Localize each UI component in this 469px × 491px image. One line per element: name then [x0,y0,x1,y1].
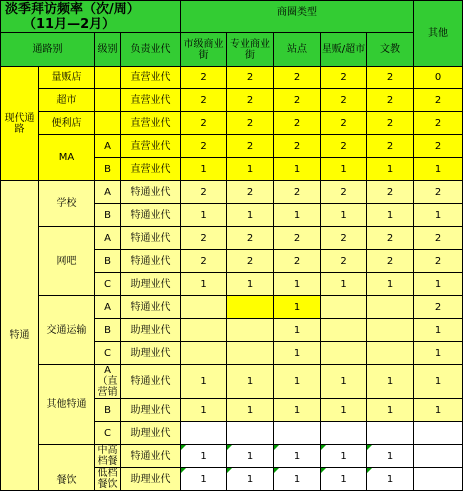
value-cell: 1 [181,468,227,491]
agent-cell: 助理业代 [121,468,181,491]
title-line-2: （11月—2月） [23,16,116,32]
value-cell: 1 [414,204,463,227]
agent-cell: 特通业代 [121,204,181,227]
value-cell: 2 [227,67,274,89]
level-cell: B [95,399,121,422]
value-cell: 1 [227,273,274,296]
agent-cell: 特通业代 [121,365,181,399]
agent-cell: 助理业代 [121,342,181,365]
value-cell: 2 [321,112,367,135]
value-cell: 2 [274,135,321,158]
sub-ma: MA [39,135,95,181]
agent-cell: 助理业代 [121,273,181,296]
header-pro-street: 专业商业街 [227,33,274,67]
agent-cell: 助理业代 [121,399,181,422]
agent-cell: 特通业代 [121,181,181,204]
value-cell: 1 [414,273,463,296]
level-cell: C [95,342,121,365]
value-cell: 2 [181,135,227,158]
value-cell [367,296,414,319]
value-cell: 2 [181,250,227,273]
value-cell: 1 [414,365,463,399]
level-cell: C [95,273,121,296]
value-cell: 1 [274,204,321,227]
value-cell: 1 [414,158,463,181]
level-cell: A [95,181,121,204]
value-cell: 2 [274,250,321,273]
value-cell: 1 [367,365,414,399]
value-cell: 1 [321,273,367,296]
value-cell: 1 [274,342,321,365]
value-cell: 1 [227,158,274,181]
value-cell: 2 [274,181,321,204]
level-cell: B [95,204,121,227]
value-cell: 2 [181,67,227,89]
agent-cell: 直营业代 [121,112,181,135]
value-cell: 2 [321,181,367,204]
table-title [1,1,181,33]
header-other: 其他 [414,1,463,67]
sub-school: 学校 [39,181,95,227]
level-cell [95,67,121,89]
level-cell: B [95,158,121,181]
agent-cell: 助理业代 [121,422,181,445]
level-cell [95,112,121,135]
value-cell [181,342,227,365]
value-cell: 1 [367,399,414,422]
value-cell: 1 [227,365,274,399]
value-cell: 2 [227,227,274,250]
agent-cell: 助理业代 [121,319,181,342]
header-city-street: 市级商业街 [181,33,227,67]
value-cell: 2 [367,67,414,89]
value-cell: 2 [414,181,463,204]
value-cell: 1 [321,158,367,181]
value-cell: 2 [321,89,367,112]
value-cell [227,342,274,365]
value-cell [227,319,274,342]
value-cell: 2 [367,181,414,204]
agent-cell: 特通业代 [121,250,181,273]
value-cell: 1 [414,399,463,422]
value-cell [414,468,463,491]
sub-internet-cafe: 网吧 [39,227,95,296]
value-cell [414,445,463,468]
value-cell: 2 [274,89,321,112]
level-cell [95,89,121,112]
value-cell: 2 [414,250,463,273]
value-cell: 2 [414,89,463,112]
value-cell: 2 [321,250,367,273]
value-cell: 2 [227,89,274,112]
value-cell-highlight: 1 [274,296,321,319]
value-cell: 2 [227,135,274,158]
value-cell [414,422,463,445]
value-cell: 2 [414,296,463,319]
value-cell [321,422,367,445]
value-cell: 1 [227,445,274,468]
header-culture: 文教 [367,33,414,67]
value-cell: 2 [321,67,367,89]
value-cell: 2 [274,112,321,135]
value-cell: 1 [227,468,274,491]
level-cell: A（直营销 [95,365,121,399]
value-cell: 1 [414,319,463,342]
level-cell: B [95,319,121,342]
value-cell: 1 [274,468,321,491]
value-cell: 1 [367,273,414,296]
value-cell: 1 [321,204,367,227]
value-cell: 2 [274,227,321,250]
value-cell: 1 [321,399,367,422]
value-cell: 1 [367,158,414,181]
value-cell: 1 [321,365,367,399]
value-cell: 2 [274,67,321,89]
sub-other-special: 其他特通 [39,365,95,445]
value-cell: 2 [414,135,463,158]
value-cell: 2 [181,227,227,250]
agent-cell: 特通业代 [121,296,181,319]
header-route: 通路别 [1,33,95,67]
value-cell-highlight [227,296,274,319]
agent-cell: 直营业代 [121,67,181,89]
header-hypermarket: 星贩/超市 [321,33,367,67]
value-cell: 1 [414,342,463,365]
value-cell: 1 [321,468,367,491]
group-special-channel: 特通 [1,181,39,491]
value-cell: 1 [367,445,414,468]
value-cell [367,319,414,342]
value-cell: 2 [367,227,414,250]
value-cell: 1 [227,399,274,422]
value-cell: 1 [274,365,321,399]
value-cell [367,342,414,365]
agent-cell: 直营业代 [121,89,181,112]
agent-cell: 特通业代 [121,227,181,250]
value-cell: 1 [181,399,227,422]
header-station: 站点 [274,33,321,67]
value-cell: 1 [274,319,321,342]
value-cell: 1 [367,468,414,491]
value-cell [181,319,227,342]
value-cell: 2 [227,112,274,135]
value-cell [181,296,227,319]
sub-hypermarket: 量贩店 [39,67,95,89]
sub-catering: 餐饮 [39,445,95,491]
sub-supermarket: 超市 [39,89,95,112]
value-cell [181,422,227,445]
value-cell: 1 [181,365,227,399]
value-cell: 2 [181,89,227,112]
level-cell: A [95,296,121,319]
header-level: 级别 [95,33,121,67]
value-cell: 1 [181,445,227,468]
value-cell: 1 [181,204,227,227]
value-cell: 1 [274,273,321,296]
value-cell [321,342,367,365]
group-modern-trade: 现代通路 [1,67,39,181]
header-agent: 负责业代 [121,33,181,67]
value-cell: 2 [367,135,414,158]
value-cell: 1 [181,158,227,181]
level-cell: B [95,250,121,273]
value-cell: 1 [227,204,274,227]
value-cell: 2 [414,112,463,135]
agent-cell: 直营业代 [121,158,181,181]
level-cell: 中高档餐 [95,445,121,468]
value-cell: 2 [181,181,227,204]
value-cell: 2 [321,227,367,250]
agent-cell: 直营业代 [121,135,181,158]
value-cell: 2 [414,227,463,250]
agent-cell: 特通业代 [121,445,181,468]
value-cell [367,422,414,445]
value-cell: 1 [367,204,414,227]
value-cell: 2 [367,89,414,112]
level-cell: 低档餐饮 [95,468,121,491]
value-cell: 1 [321,445,367,468]
level-cell: C [95,422,121,445]
value-cell: 2 [367,250,414,273]
value-cell: 1 [181,273,227,296]
sub-transport: 交通运输 [39,296,95,365]
value-cell: 1 [274,158,321,181]
value-cell: 2 [227,250,274,273]
value-cell: 2 [181,112,227,135]
value-cell: 0 [414,67,463,89]
value-cell: 1 [274,445,321,468]
value-cell: 2 [227,181,274,204]
value-cell: 1 [274,399,321,422]
title-line-1: 淡季拜访频率（次/周） [5,1,140,17]
value-cell [321,319,367,342]
value-cell [274,422,321,445]
value-cell [321,296,367,319]
value-cell [227,422,274,445]
level-cell: A [95,135,121,158]
sub-convenience-store: 便利店 [39,112,95,135]
value-cell: 2 [321,135,367,158]
level-cell: A [95,227,121,250]
value-cell: 2 [367,112,414,135]
header-circle-type: 商圈类型 [181,1,414,33]
